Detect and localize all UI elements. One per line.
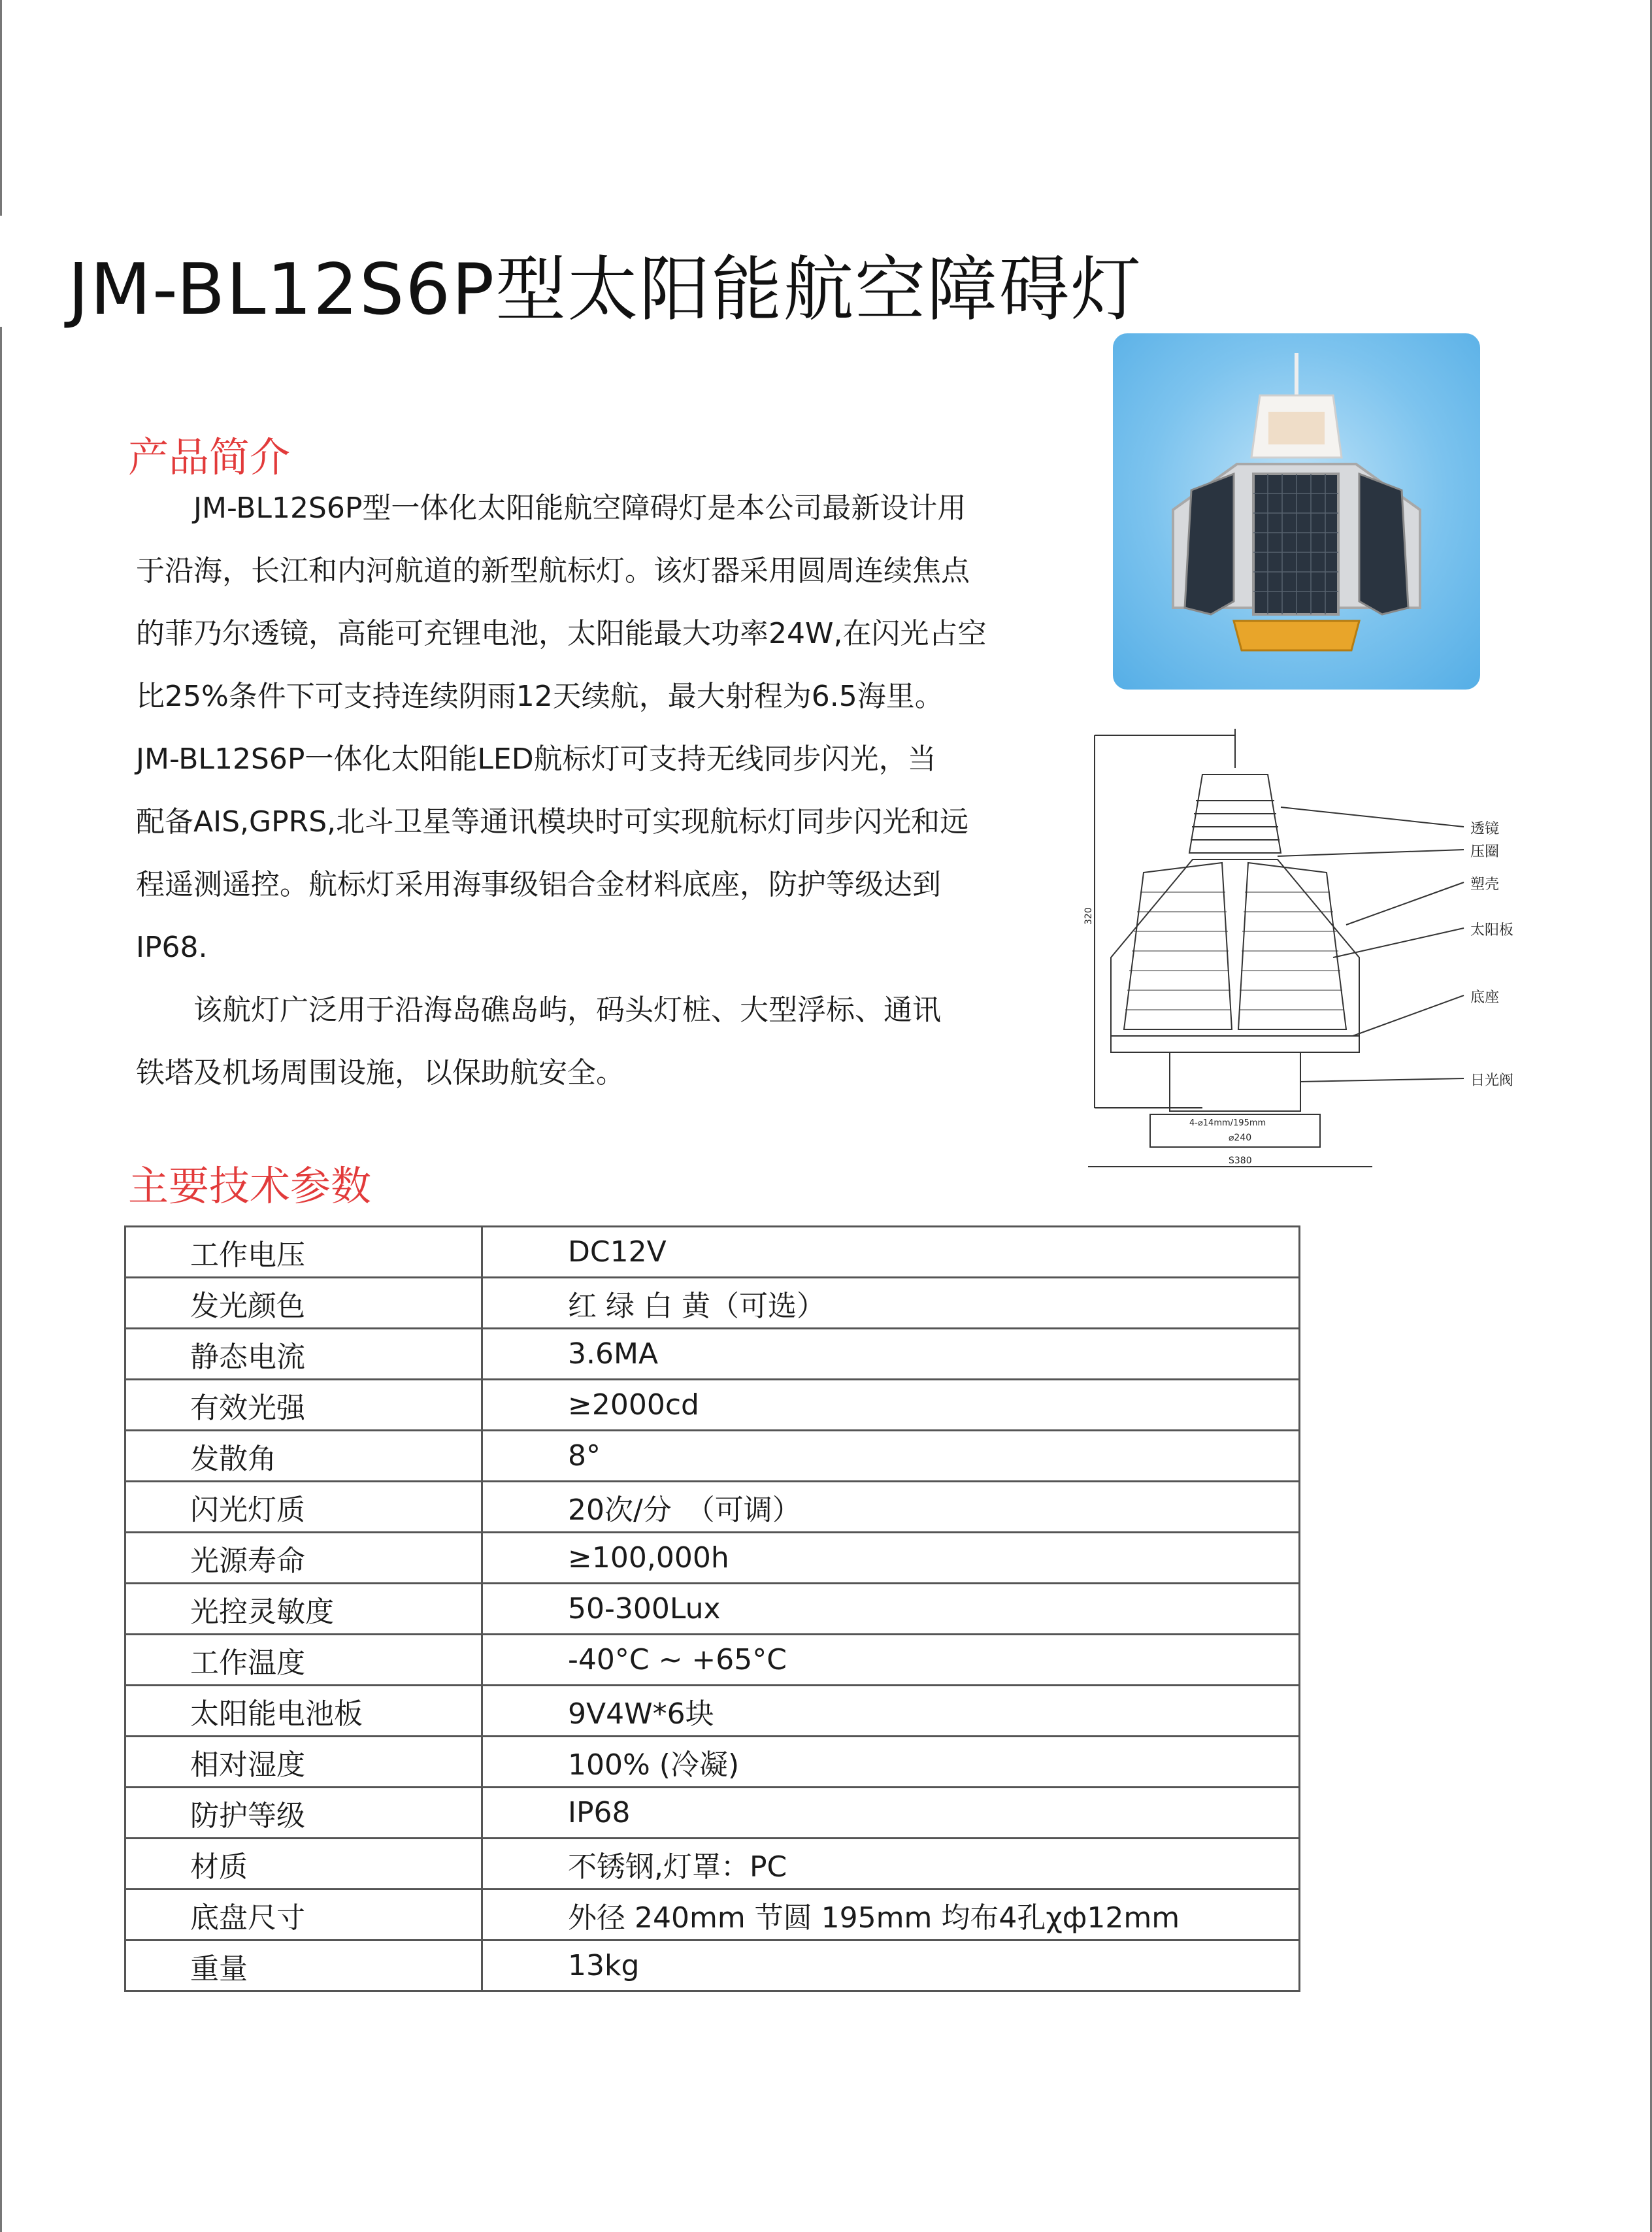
spec-name: 发散角 [125, 1431, 482, 1482]
table-row [125, 1839, 1300, 1890]
intro-line: 于沿海，长江和内河航道的新型航标灯。该灯器采用圆周连续焦点 [136, 554, 970, 588]
intro-heading: 产品简介 [128, 433, 291, 481]
spec-name: 发光颜色 [125, 1278, 482, 1329]
spec-value: 9V4W*6块 [482, 1686, 1300, 1737]
table-row [125, 1329, 1300, 1380]
spec-value: 红 绿 白 黄（可选） [482, 1278, 1300, 1329]
intro-line: JM-BL12S6P型一体化太阳能航空障碍灯是本公司最新设计用 [136, 491, 966, 525]
technical-drawing [1085, 729, 1542, 1180]
table-row [125, 1482, 1300, 1533]
spec-value: ≥2000cd [482, 1380, 1300, 1431]
spec-value: 50-300Lux [482, 1584, 1300, 1635]
drawing-label-base: 底座 [1470, 990, 1500, 1006]
drawing-label-light-valve: 日光阀 [1470, 1073, 1514, 1089]
intro-line: 的菲乃尔透镜，高能可充锂电池，太阳能最大功率24W,在闪光占空 [136, 617, 987, 650]
spec-value: 3.6MA [482, 1329, 1300, 1380]
spec-value: 8° [482, 1431, 1300, 1482]
spec-value: DC12V [482, 1227, 1300, 1278]
spec-value: IP68 [482, 1788, 1300, 1839]
spec-name: 底盘尺寸 [125, 1890, 482, 1941]
table-row [125, 1635, 1300, 1686]
spec-value: 外径 240mm 节圆 195mm 均布4孔χф12mm [482, 1890, 1300, 1941]
spec-name: 工作温度 [125, 1635, 482, 1686]
intro-line: 程遥测遥控。航标灯采用海事级铝合金材料底座，防护等级达到 [136, 868, 941, 901]
drawing-dim-holes: 4-⌀14mm/195mm [1189, 1118, 1266, 1128]
spec-value: ≥100,000h [482, 1533, 1300, 1584]
spec-name: 闪光灯质 [125, 1482, 482, 1533]
table-row [125, 1584, 1300, 1635]
table-row [125, 1941, 1300, 1991]
spec-name: 防护等级 [125, 1788, 482, 1839]
spec-name: 工作电压 [125, 1227, 482, 1278]
spec-value: 100% (冷凝) [482, 1737, 1300, 1788]
spec-value: -40°C ~ +65°C [482, 1635, 1300, 1686]
spec-name: 重量 [125, 1941, 482, 1991]
intro-line: 比25%条件下可支持连续阴雨12天续航，最大射程为6.5海里。 [136, 680, 944, 713]
table-row [125, 1278, 1300, 1329]
spec-name: 相对湿度 [125, 1737, 482, 1788]
spec-name: 材质 [125, 1839, 482, 1890]
drawing-label-shell: 塑壳 [1470, 876, 1500, 893]
page-title: JM-BL12S6P型太阳能航空障碍灯 [68, 249, 1143, 331]
table-row [125, 1686, 1300, 1737]
table-row [125, 1431, 1300, 1482]
spec-name: 光源寿命 [125, 1533, 482, 1584]
spec-name: 有效光强 [125, 1380, 482, 1431]
spec-table [124, 1225, 1300, 1992]
drawing-dim-diameter: ⌀240 [1229, 1133, 1252, 1143]
spec-value: 13kg [482, 1941, 1300, 1991]
table-row [125, 1533, 1300, 1584]
page-border-left [0, 0, 2, 216]
spec-name: 静态电流 [125, 1329, 482, 1380]
spec-value: 20次/分 （可调） [482, 1482, 1300, 1533]
spec-name: 光控灵敏度 [125, 1584, 482, 1635]
table-row [125, 1227, 1300, 1278]
spec-value: 不锈钢,灯罩：PC [482, 1839, 1300, 1890]
intro-line: 配备AIS,GPRS,北斗卫星等通讯模块时可实现航标灯同步闪光和远 [136, 805, 969, 839]
specs-heading: 主要技术参数 [128, 1162, 372, 1210]
page-border-left [0, 327, 2, 2232]
table-row [125, 1737, 1300, 1788]
intro-text [136, 477, 1038, 1105]
intro-line: 铁塔及机场周围设施，以保助航安全。 [136, 1056, 625, 1090]
table-row [125, 1890, 1300, 1941]
table-row [125, 1380, 1300, 1431]
drawing-dim-height: 320 [1083, 907, 1094, 925]
table-row [125, 1788, 1300, 1839]
spec-name: 太阳能电池板 [125, 1686, 482, 1737]
intro-line: 该航灯广泛用于沿海岛礁岛屿，码头灯桩、大型浮标、通讯 [136, 993, 941, 1027]
product-photo [1113, 333, 1480, 690]
drawing-label-lens: 透镜 [1470, 821, 1500, 837]
drawing-label-solar-panel: 太阳板 [1470, 922, 1514, 939]
intro-line: JM-BL12S6P一体化太阳能LED航标灯可支持无线同步闪光，当 [136, 742, 936, 776]
drawing-dim-width: S380 [1229, 1156, 1252, 1166]
intro-line: IP68. [136, 931, 208, 964]
drawing-label-ring: 压圈 [1470, 844, 1500, 860]
